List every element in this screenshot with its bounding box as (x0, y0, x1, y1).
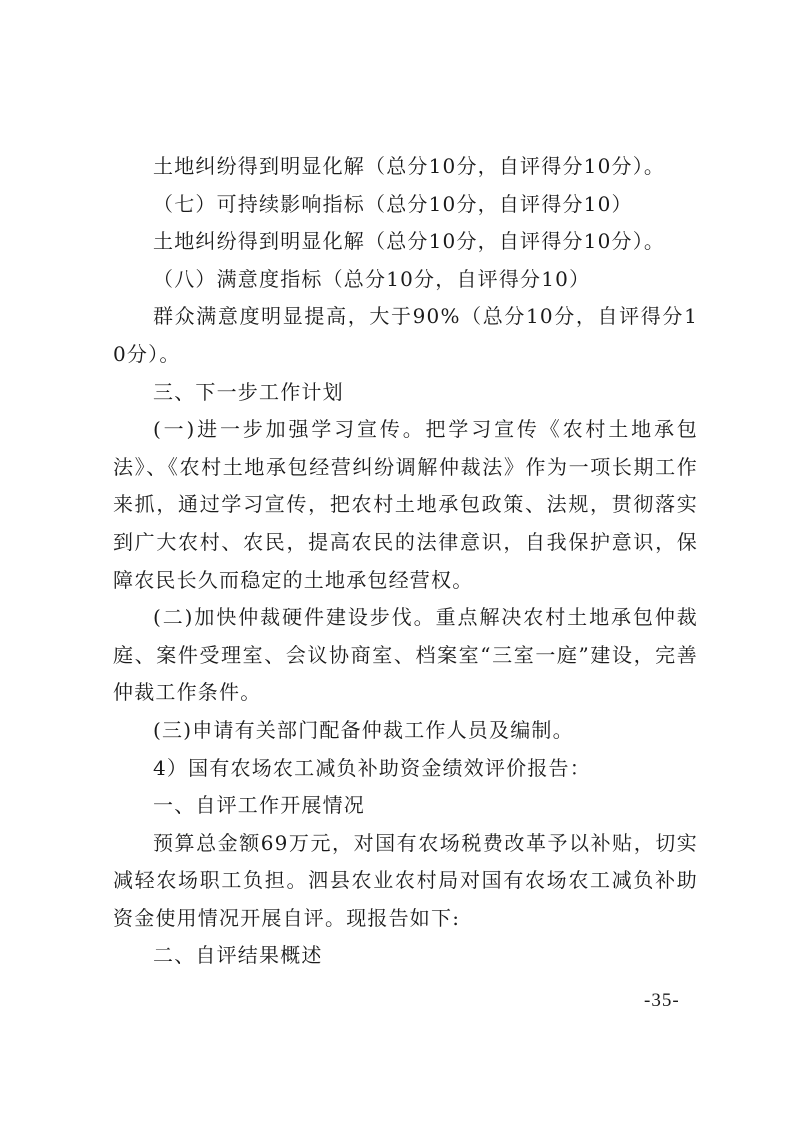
heading-next-plan: 三、下一步工作计划 (153, 379, 344, 404)
paragraph-satisfaction: 群众满意度明显提高，大于90%（总分10分，自评得分10分）。 (113, 304, 698, 366)
paragraph-land-dispute-2: 土地纠纷得到明显化解（总分10分，自评得分10分）。 (153, 229, 666, 254)
heading-report-4: 4）国有农场农工减负补助资金绩效评价报告： (153, 755, 591, 780)
heading-sustainability-indicator: （七）可持续影响指标（总分10分，自评得分10） (153, 191, 633, 216)
body-text (113, 148, 698, 975)
paragraph-land-dispute-1: 土地纠纷得到明显化解（总分10分，自评得分10分）。 (153, 154, 666, 178)
paragraph-plan-3: (三)申请有关部门配备仲裁工作人员及编制。 (153, 717, 574, 742)
page-number: -35- (644, 990, 680, 1011)
paragraph-budget: 预算总金额69万元，对国有农场税费改革予以补贴，切实减轻农场职工负担。泗县农业农村局对国有农场农工减负补助资金使用情况开展自评。现报告如下: (113, 830, 698, 930)
heading-self-eval-work: 一、自评工作开展情况 (153, 793, 365, 818)
paragraph-plan-2: (二)加快仲裁硬件建设步伐。重点解决农村土地承包仲裁庭、案件受理室、会议协商室、档案室“三室一庭”建设，完善仲裁工作条件。 (113, 605, 698, 705)
heading-self-eval-summary: 二、自评结果概述 (153, 943, 323, 968)
heading-satisfaction-indicator: （八）满意度指标（总分10分，自评得分10） (153, 266, 591, 291)
paragraph-plan-1: (一)进一步加强学习宣传。把学习宣传《农村土地承包法》、《农村土地承包经营纠纷调解仲裁法》作为一项长期工作来抓，通过学习宣传，把农村土地承包政策、法规，贯彻落实到广大农村、农民，提高农民的法律意识，自我保护意识，保障农民长久而稳定的土地承包经营权。 (113, 417, 698, 592)
